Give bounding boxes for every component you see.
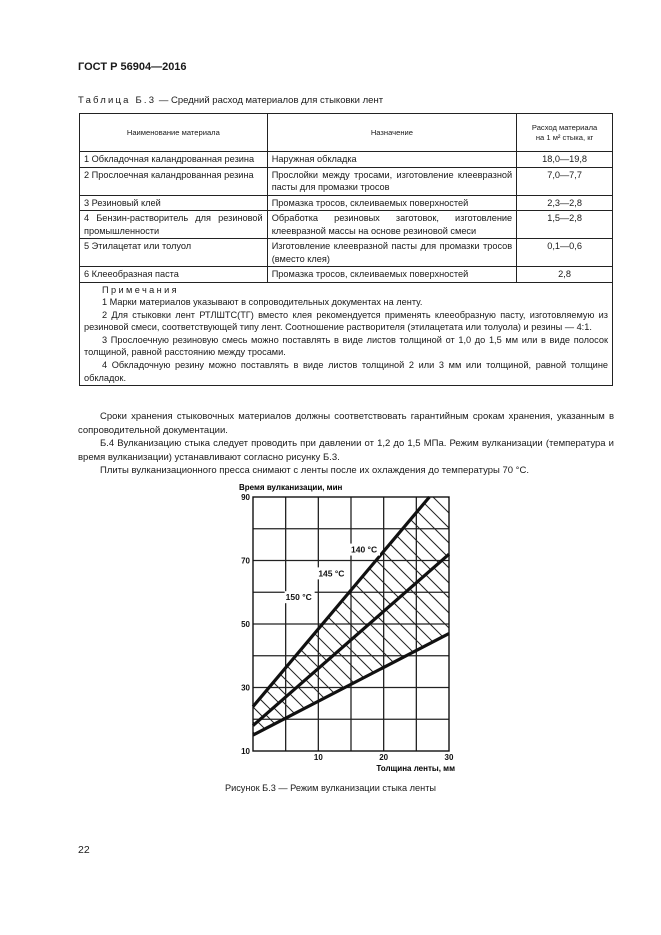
hatch-line <box>73 297 661 897</box>
hatch-line <box>148 297 661 897</box>
hatch-line <box>653 297 661 897</box>
note-item: 3 Прослоечную резиновую смесь можно поставлять в виде листов толщиной от 1,0 до 1,5 мм или в виде полосок толщиной, равной расстоянию между тросами. <box>84 334 608 358</box>
hatch-line <box>0 297 463 897</box>
x-tick-label: 20 <box>379 753 389 762</box>
hatch-line <box>538 297 661 897</box>
hatch-line <box>388 297 661 897</box>
hatch-line <box>628 297 661 897</box>
hatch-line <box>448 297 661 897</box>
chart-grid <box>253 497 449 751</box>
hatch-line <box>0 297 443 897</box>
material-amount: 7,0—7,7 <box>517 167 613 195</box>
material-amount: 0,1—0,6 <box>517 239 613 267</box>
hatch-line <box>418 297 661 897</box>
hatch-line <box>623 297 661 897</box>
hatch-region-145-150 <box>0 297 661 897</box>
hatch-line <box>458 297 661 897</box>
series-label: 140 °С <box>351 544 378 555</box>
hatch-line <box>463 297 661 897</box>
body-paragraph: Плиты вулканизационного пресса снимают с ленты после их охлаждения до температуры 70 °С. <box>100 465 529 477</box>
hatch-line <box>443 297 661 897</box>
hatch-line <box>383 297 661 897</box>
y-tick-label: 10 <box>241 747 250 756</box>
header-amount-line2: на 1 м² стыка, кг <box>535 132 594 142</box>
body-paragraph: Сроки хранения стыковочных материалов должны соответствовать гарантийным срокам хранения, указанным в сопроводительной документации. <box>78 411 614 436</box>
hatch-line <box>0 297 493 897</box>
hatch-line <box>583 297 661 897</box>
hatch-line <box>433 297 661 897</box>
hatch-line <box>308 297 661 897</box>
material-purpose: Прослойки между тросами, изготовление клеевразной пасты для промазки тросов <box>267 167 516 195</box>
material-amount: 1,5—2,8 <box>517 211 613 239</box>
page-number: 22 <box>78 844 90 856</box>
hatch-line <box>203 297 661 897</box>
hatch-line <box>0 297 548 897</box>
document-id: ГОСТ Р 56904—2016 <box>78 61 187 73</box>
hatch-line <box>278 297 661 897</box>
hatch-line <box>0 297 388 897</box>
hatch-line <box>163 297 661 897</box>
hatch-line <box>43 297 643 897</box>
hatch-line <box>0 297 398 897</box>
hatch-line <box>0 297 523 897</box>
hatch-line <box>523 297 661 897</box>
hatch-line <box>598 297 661 897</box>
hatch-line <box>503 297 661 897</box>
material-purpose: Наружная обкладка <box>267 152 516 168</box>
hatch-line <box>38 297 638 897</box>
header-purpose: Назначение <box>267 114 516 152</box>
figure-caption: Рисунок Б.3 — Режим вулканизации стыка ленты <box>224 783 437 793</box>
hatch-line <box>113 297 661 897</box>
material-purpose: Обработка резиновых заготовок, изготовление клеевразной массы на основе резиновой смеси <box>267 211 516 239</box>
hatch-line <box>58 297 658 897</box>
hatch-line <box>328 297 661 897</box>
hatch-line <box>0 297 383 897</box>
hatch-line <box>178 297 661 897</box>
material-amount: 2,8 <box>517 267 613 283</box>
hatch-line <box>268 297 661 897</box>
hatch-line <box>128 297 661 897</box>
body-paragraph: Б.4 Вулканизацию стыка следует проводить при давлении от 1,2 до 1,5 МПа. Режим вулканизации (температура и время вулканизации) устанавливают согласно рисунку Б.3. <box>78 438 614 463</box>
hatch-line <box>488 297 661 897</box>
series-label: 150 °С <box>285 592 312 603</box>
table-caption-label: Таблица Б.3 <box>78 95 157 106</box>
hatch-line <box>578 297 661 897</box>
hatch-line <box>0 297 533 897</box>
hatch-line <box>0 297 458 897</box>
hatch-line <box>0 297 253 897</box>
hatch-line <box>413 297 661 897</box>
hatch-line <box>643 297 661 897</box>
hatch-line <box>0 297 403 897</box>
hatch-line <box>0 297 448 897</box>
hatch-line <box>0 297 568 897</box>
x-tick-label: 10 <box>313 753 323 762</box>
hatch-line <box>473 297 661 897</box>
hatch-line <box>343 297 661 897</box>
material-amount: 2,3—2,8 <box>517 195 613 211</box>
header-amount-line1: Расход материала <box>531 122 598 132</box>
hatch-line <box>0 297 478 897</box>
y-tick-label: 70 <box>241 556 250 566</box>
hatch-line <box>83 297 661 897</box>
chart-ylabel: Время вулканизации, мин <box>239 483 343 492</box>
hatch-line <box>0 297 418 897</box>
hatch-line <box>263 297 661 897</box>
hatch-line <box>0 297 328 897</box>
hatch-line <box>293 297 661 897</box>
material-name: 3 Резиновый клей <box>80 195 268 211</box>
hatch-line <box>553 297 661 897</box>
hatch-line <box>563 297 661 897</box>
hatch-line <box>188 297 661 897</box>
hatch-region-140-145 <box>0 297 661 897</box>
hatch-line <box>173 297 661 897</box>
note-item: 2 Для стыковки лент РТЛШТС(ТГ) вместо клея рекомендуется применять клееобразную пасту, изготовляемую из резиновой смеси, соответствующей типу лент. Соотношение растворителя (этилацетата или толуола) и резины — 4:1. <box>84 309 608 333</box>
hatch-line <box>23 297 623 897</box>
hatch-line <box>518 297 661 897</box>
y-tick-label: 30 <box>241 683 250 693</box>
hatch-line <box>533 297 661 897</box>
material-name: 1 Обкладочная каландрованная резина <box>80 152 268 168</box>
hatch-line <box>608 297 661 897</box>
series-label: 145 °С <box>318 568 345 579</box>
hatch-line <box>283 297 661 897</box>
hatch-line <box>0 297 488 897</box>
hatch-line <box>313 297 661 897</box>
hatch-line <box>68 297 661 897</box>
hatch-line <box>118 297 661 897</box>
y-tick-label: 90 <box>241 493 250 502</box>
hatch-line <box>218 297 661 897</box>
hatch-line <box>323 297 661 897</box>
hatch-line <box>613 297 661 897</box>
hatch-line <box>0 297 508 897</box>
hatch-line <box>403 297 661 897</box>
x-tick-label: 30 <box>444 753 454 762</box>
hatch-line <box>493 297 661 897</box>
hatch-line <box>53 297 653 897</box>
hatch-line <box>158 297 661 897</box>
hatch-line <box>638 297 661 897</box>
note-item: 1 Марки материалов указывают в сопроводительных документах на ленту. <box>102 297 423 308</box>
hatch-line <box>0 297 283 897</box>
hatch-line <box>103 297 661 897</box>
hatch-line <box>428 297 661 897</box>
material-purpose: Промазка тросов, склеиваемых поверхностей <box>267 195 516 211</box>
hatch-line <box>208 297 661 897</box>
hatch-line <box>368 297 661 897</box>
hatch-line <box>0 297 428 897</box>
hatch-line <box>0 297 538 897</box>
hatch-line <box>548 297 661 897</box>
hatch-line <box>0 297 518 897</box>
material-name: 5 Этилацетат или толуол <box>80 239 268 267</box>
chart-xlabel: Толщина ленты, мм <box>376 764 455 773</box>
hatch-line <box>508 297 661 897</box>
note-item: 4 Обкладочную резину можно поставлять в виде листов толщиной 2 или 3 мм или толщиной, равной толщине обкладок. <box>84 360 608 383</box>
header-material: Наименование материала <box>80 114 268 152</box>
hatch-line <box>98 297 661 897</box>
hatch-line <box>338 297 661 897</box>
hatch-line <box>568 297 661 897</box>
material-name: 4 Бензин-растворитель для резиновой промышленности <box>80 211 268 239</box>
hatch-line <box>0 297 373 897</box>
hatch-line <box>28 297 628 897</box>
hatch-line <box>0 297 553 897</box>
hatch-line <box>193 297 661 897</box>
material-purpose: Изготовление клеевразной пасты для промазки тросов (вместо клея) <box>267 239 516 267</box>
hatch-line <box>398 297 661 897</box>
hatch-line <box>0 297 268 897</box>
hatch-line <box>0 297 503 897</box>
table-caption-text: — Средний расход материалов для стыковки лент <box>156 95 384 106</box>
hatch-line <box>0 297 563 897</box>
material-amount: 18,0—19,8 <box>517 152 613 168</box>
y-tick-label: 50 <box>241 620 250 629</box>
hatch-line <box>133 297 661 897</box>
hatch-line <box>0 297 313 897</box>
hatch-line <box>593 297 661 897</box>
material-name: 6 Клееобразная паста <box>80 267 268 283</box>
material-purpose: Промазка тросов, склеиваемых поверхностей <box>267 267 516 283</box>
hatch-line <box>478 297 661 897</box>
hatch-line <box>88 297 661 897</box>
material-name: 2 Прослоечная каландрованная резина <box>80 167 268 195</box>
notes-heading: Примечания <box>102 284 180 295</box>
